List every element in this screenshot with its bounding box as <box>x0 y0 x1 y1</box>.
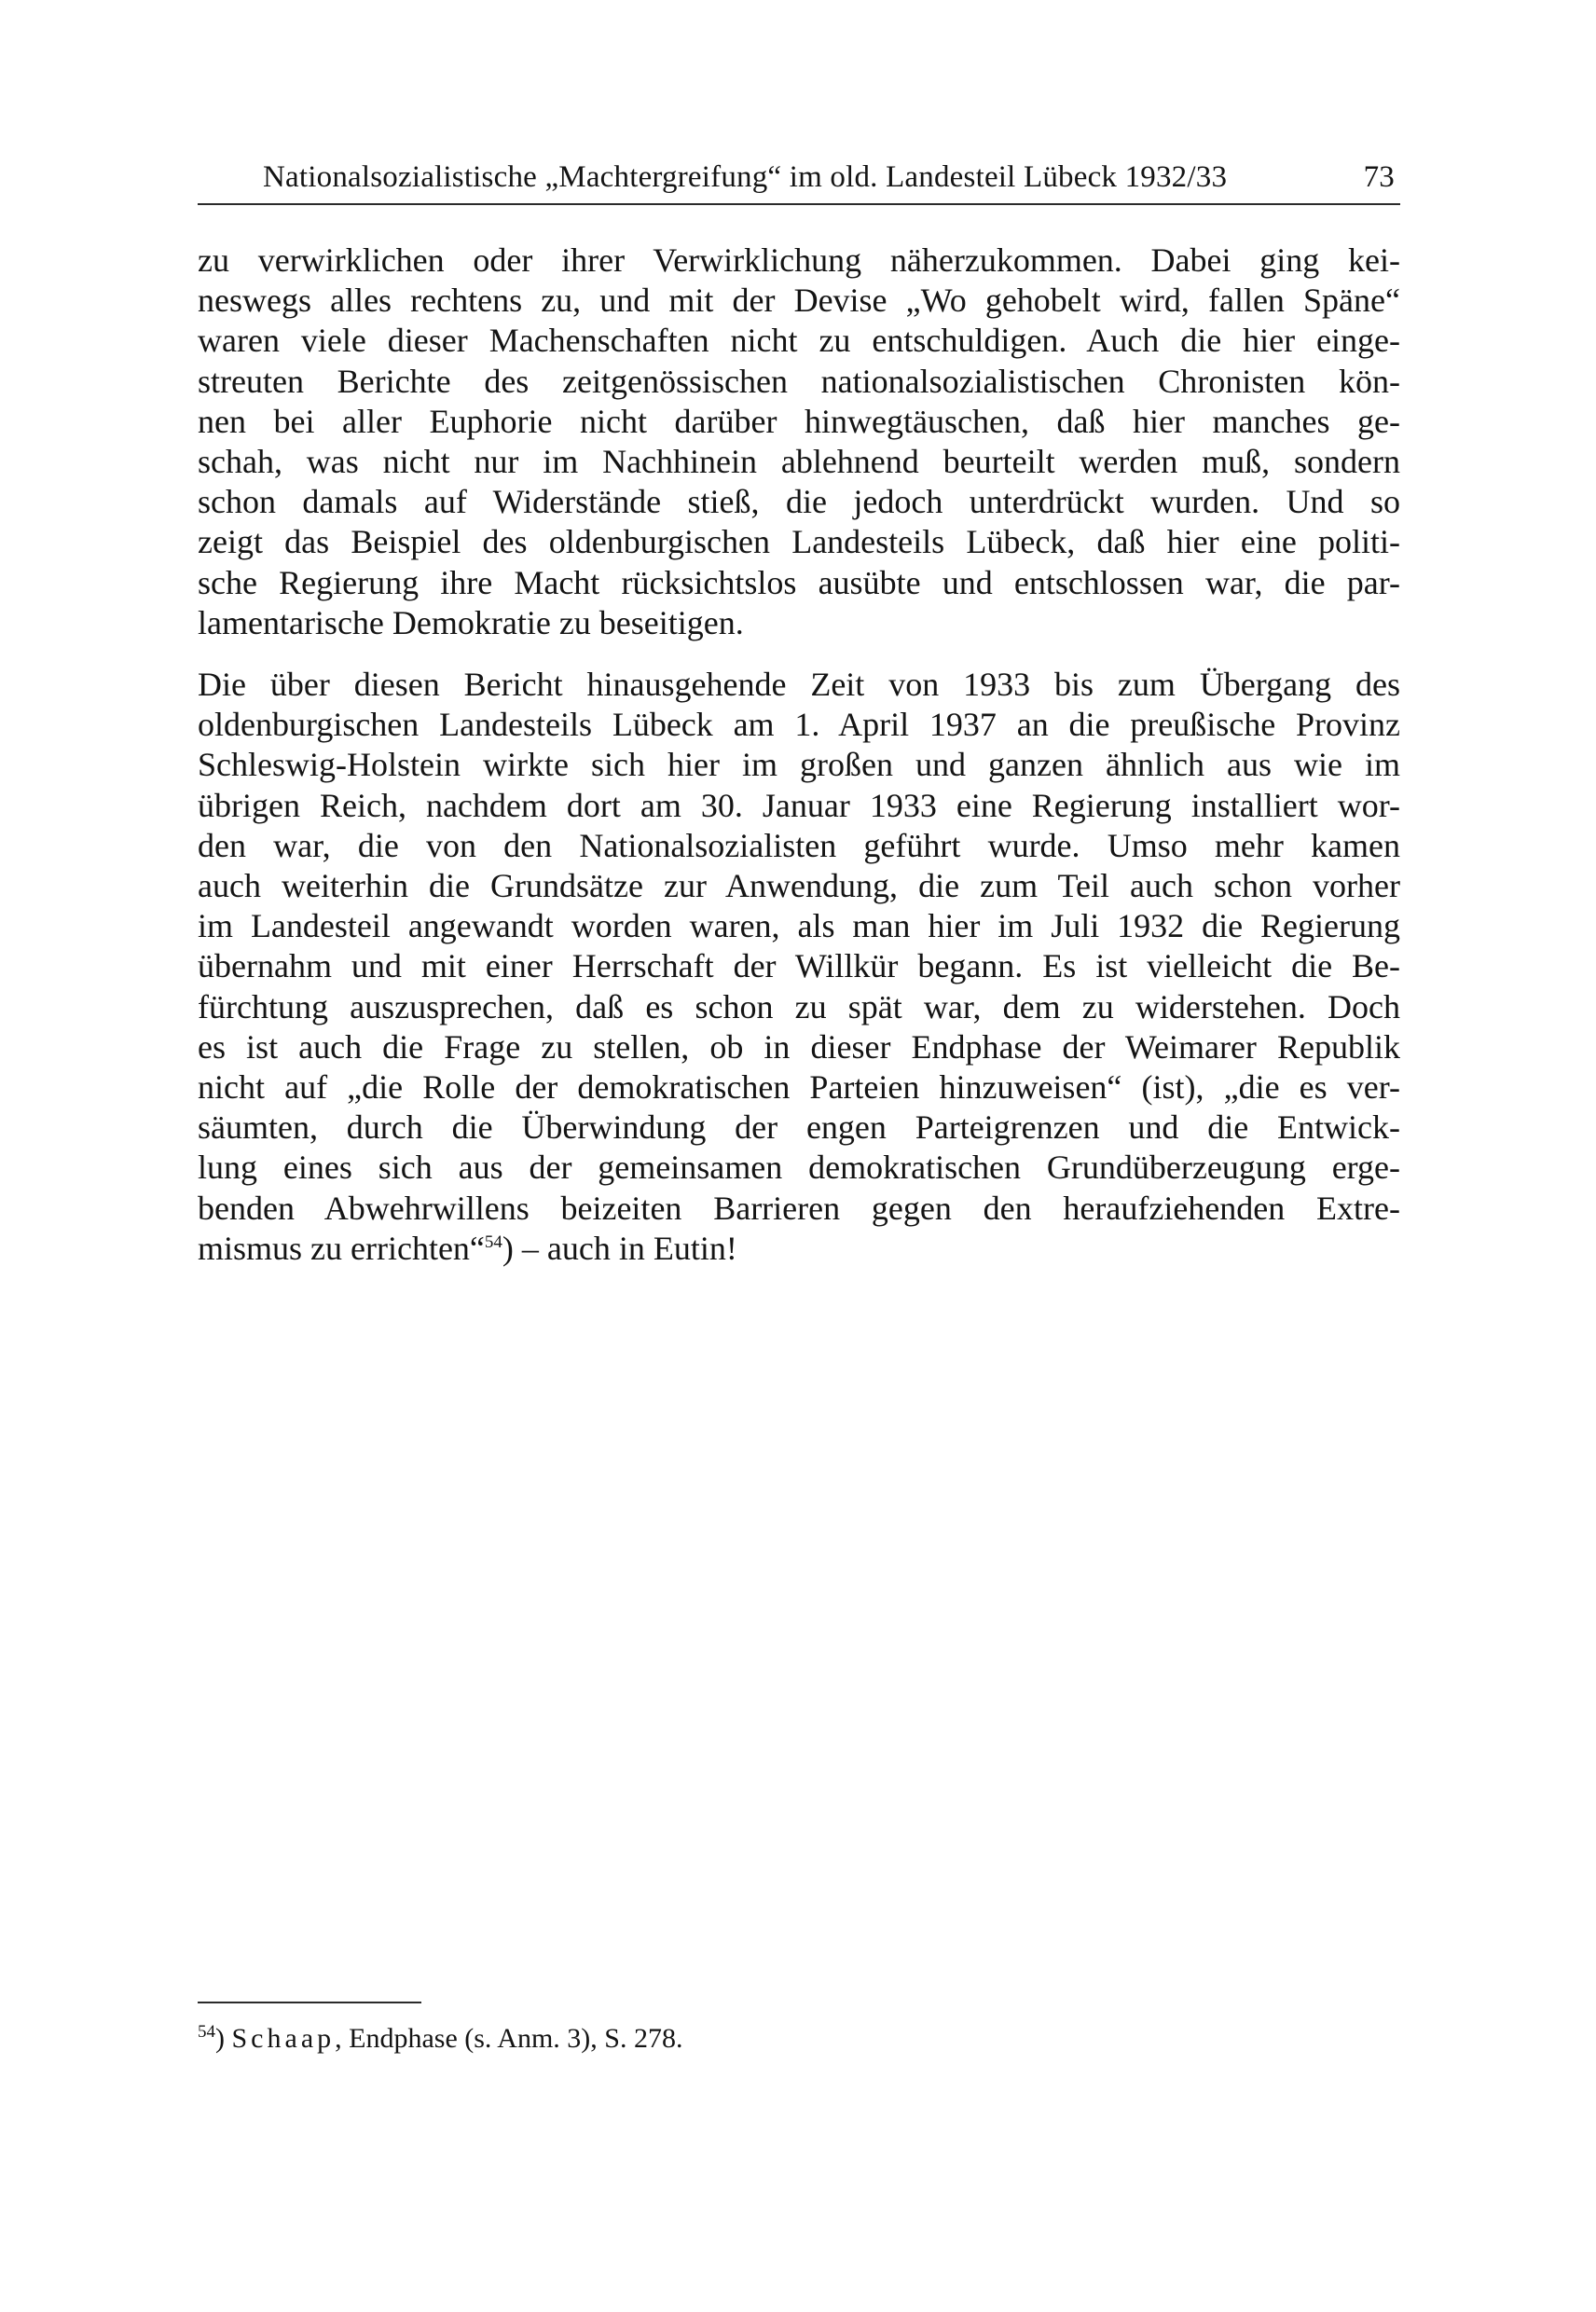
text-line: schah, was nicht nur im Nachhinein ablehnend beurteilt werden muß, sondern <box>198 443 1400 481</box>
text-line: im Landesteil angewandt worden waren, als man hier im Juli 1932 die Regierung <box>198 907 1400 945</box>
text-line: neswegs alles rechtens zu, und mit der Devise „Wo gehobelt wird, fallen Späne“ <box>198 282 1400 320</box>
footnote-paren: ) <box>215 2023 225 2054</box>
final-line-tail: ) – auch in Eutin! <box>502 1229 737 1267</box>
text-line: säumten, durch die Überwindung der engen Parteigrenzen und die Entwick- <box>198 1108 1400 1147</box>
text-line: lamentarische Demokratie zu beseitigen. <box>198 603 744 641</box>
final-line-text: mismus zu errichten“ <box>198 1229 485 1267</box>
text-line: lung eines sich aus der gemeinsamen demokratischen Grundüberzeugung erge- <box>198 1149 1400 1187</box>
text-line: übernahm und mit einer Herrschaft der Willkür begann. Es ist vielleicht die Be- <box>198 947 1400 985</box>
text-line: waren viele dieser Machenschaften nicht zu entschuldigen. Auch die hier einge- <box>198 322 1400 360</box>
footnote-reference[interactable]: 54 <box>484 1232 502 1252</box>
text-line: Die über diesen Bericht hinausgehende Zeit von 1933 bis zum Übergang des <box>198 666 1400 704</box>
running-header <box>198 160 1400 205</box>
footnote-separator <box>198 2002 421 2003</box>
text-line: zu verwirklichen oder ihrer Verwirklichung näherzukommen. Dabei ging kei- <box>198 241 1400 279</box>
text-line: sche Regierung ihre Macht rücksichtslos ausübte und entschlossen war, die par- <box>198 563 1400 601</box>
text-line: Schleswig-Holstein wirkte sich hier im großen und ganzen ähnlich aus wie im <box>198 746 1400 784</box>
paragraph-1 <box>198 241 1400 643</box>
text-line: nicht auf „die Rolle der demokratischen Parteien hinzuweisen“ (ist), „die es ver- <box>198 1068 1400 1107</box>
running-title: Nationalsozialistische „Machtergreifung“ im old. Landesteil Lübeck 1932/33 <box>263 160 1228 194</box>
text-line: den war, die von den Nationalsozialisten geführt wurde. Umso mehr kamen <box>198 826 1400 864</box>
page-number: 73 <box>1363 160 1395 194</box>
text-line: schon damals auf Widerstände stieß, die jedoch unterdrückt wurden. Und so <box>198 483 1400 521</box>
text-line: fürchtung auszusprechen, daß es schon zu spät war, dem zu widerstehen. Doch <box>198 987 1400 1025</box>
text-line-final <box>198 1229 1400 1269</box>
text-line: benden Abwehrwillens beizeiten Barrieren gegen den heraufziehenden Extre- <box>198 1189 1400 1227</box>
footnote-number: 54 <box>198 2022 215 2042</box>
text-line: zeigt das Beispiel des oldenburgischen Landesteils Lübeck, daß hier eine politi- <box>198 523 1400 561</box>
footnote-author: Schaap <box>231 2023 336 2054</box>
text-line: streuten Berichte des zeitgenössischen nationalsozialistischen Chronisten kön- <box>198 362 1400 400</box>
text-line: nen bei aller Euphorie nicht darüber hinwegtäuschen, daß hier manches ge- <box>198 402 1400 440</box>
text-line: es ist auch die Frage zu stellen, ob in dieser Endphase der Weimarer Republik <box>198 1027 1400 1066</box>
text-line: oldenburgischen Landesteils Lübeck am 1. April 1937 an die preußische Provinz <box>198 706 1400 744</box>
text-line: auch weiterhin die Grundsätze zur Anwendung, die zum Teil auch schon vorher <box>198 867 1400 905</box>
text-line: übrigen Reich, nachdem dort am 30. Januar 1933 eine Regierung installiert wor- <box>198 786 1400 824</box>
body-text <box>198 241 1400 1269</box>
paragraph-2 <box>198 665 1400 1269</box>
footnote-text: , Endphase (s. Anm. 3), S. 278. <box>335 2023 683 2054</box>
footnote <box>198 2023 682 2055</box>
